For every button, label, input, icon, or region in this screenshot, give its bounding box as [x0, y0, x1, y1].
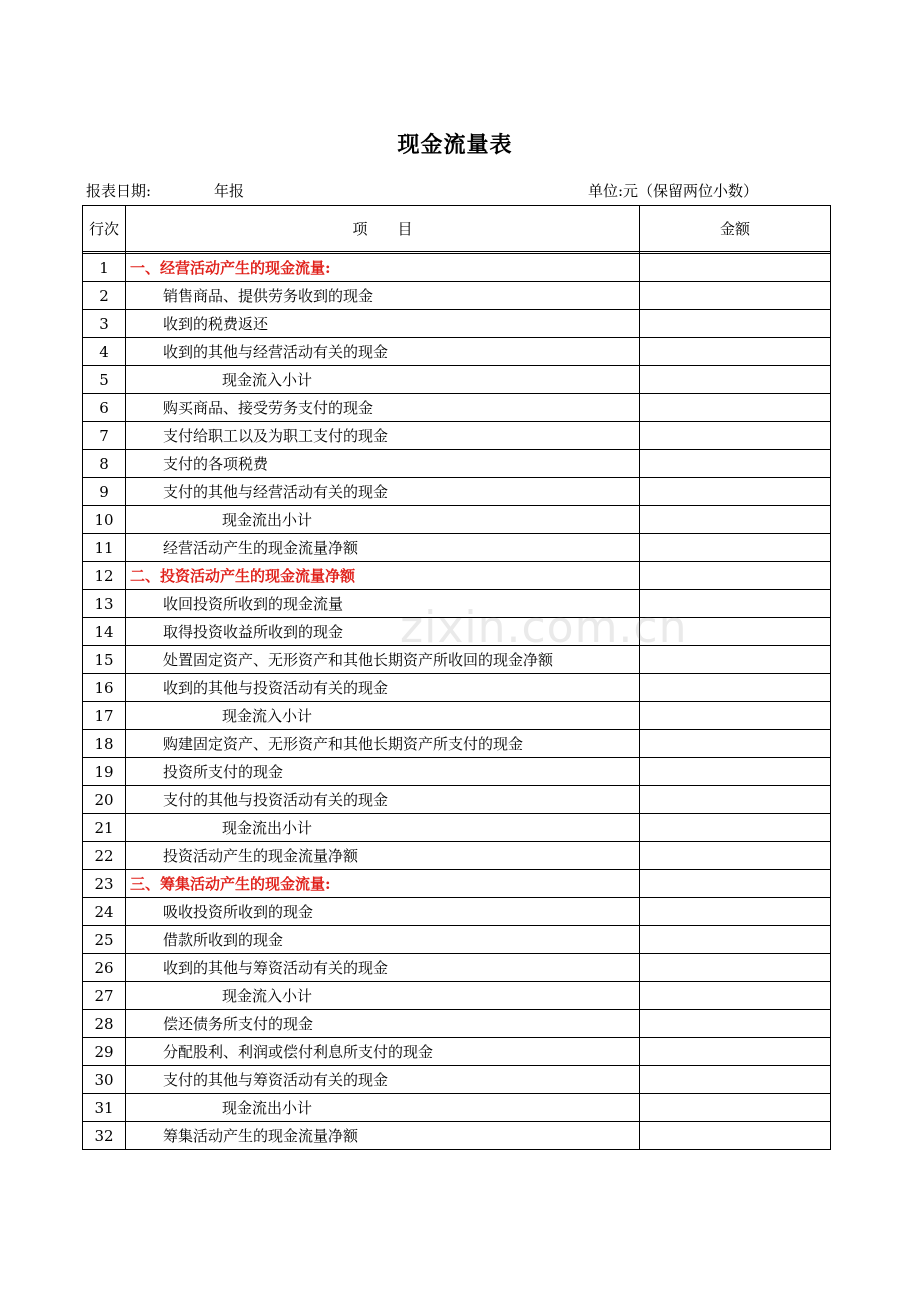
- item-label: 支付的其他与经营活动有关的现金: [126, 478, 640, 506]
- row-number: 3: [83, 310, 126, 338]
- amount-cell[interactable]: [640, 366, 831, 394]
- amount-cell[interactable]: [640, 702, 831, 730]
- table-row: [83, 702, 831, 730]
- row-number: 32: [83, 1122, 126, 1150]
- amount-cell[interactable]: [640, 534, 831, 562]
- table-row: [83, 366, 831, 394]
- item-label: 支付的其他与投资活动有关的现金: [126, 786, 640, 814]
- row-number: 7: [83, 422, 126, 450]
- table-row: [83, 926, 831, 954]
- row-number: 14: [83, 618, 126, 646]
- amount-cell[interactable]: [640, 478, 831, 506]
- table-row: [83, 954, 831, 982]
- row-number: 1: [83, 254, 126, 282]
- row-number: 2: [83, 282, 126, 310]
- row-number: 16: [83, 674, 126, 702]
- table-row: [83, 562, 831, 590]
- item-label: 收回投资所收到的现金流量: [126, 590, 640, 618]
- amount-cell[interactable]: [640, 282, 831, 310]
- amount-cell[interactable]: [640, 1038, 831, 1066]
- row-number: 15: [83, 646, 126, 674]
- subtotal-label: 现金流出小计: [126, 1094, 640, 1122]
- watermark: zixin.com.cn: [400, 602, 688, 653]
- page-title: 现金流量表: [397, 133, 513, 158]
- item-label: 取得投资收益所收到的现金: [126, 618, 640, 646]
- amount-cell[interactable]: [640, 422, 831, 450]
- amount-cell[interactable]: [640, 926, 831, 954]
- row-number: 27: [83, 982, 126, 1010]
- item-label: 收到的其他与经营活动有关的现金: [126, 338, 640, 366]
- table-row: [83, 478, 831, 506]
- item-label: 收到的其他与筹资活动有关的现金: [126, 954, 640, 982]
- amount-cell[interactable]: [640, 450, 831, 478]
- table-row: [83, 1094, 831, 1122]
- amount-cell[interactable]: [640, 954, 831, 982]
- table-row: [83, 282, 831, 310]
- subtotal-label: 现金流入小计: [126, 366, 640, 394]
- row-number: 30: [83, 1066, 126, 1094]
- header-item: 项 目: [126, 206, 640, 252]
- item-label: 购建固定资产、无形资产和其他长期资产所支付的现金: [126, 730, 640, 758]
- unit-label: 单位:元（保留两位小数）: [588, 182, 759, 200]
- amount-cell[interactable]: [640, 730, 831, 758]
- section-heading: 三、筹集活动产生的现金流量:: [126, 870, 640, 898]
- table-row: [83, 870, 831, 898]
- item-label: 经营活动产生的现金流量净额: [126, 534, 640, 562]
- row-number: 12: [83, 562, 126, 590]
- row-number: 21: [83, 814, 126, 842]
- amount-cell[interactable]: [640, 898, 831, 926]
- amount-cell[interactable]: [640, 646, 831, 674]
- amount-cell[interactable]: [640, 814, 831, 842]
- subtotal-label: 现金流出小计: [126, 506, 640, 534]
- table-row: [83, 646, 831, 674]
- amount-cell[interactable]: [640, 618, 831, 646]
- table-row: [83, 534, 831, 562]
- report-date-value: 年报: [214, 182, 245, 200]
- amount-cell[interactable]: [640, 310, 831, 338]
- amount-cell[interactable]: [640, 674, 831, 702]
- row-number: 24: [83, 898, 126, 926]
- table-row: [83, 618, 831, 646]
- item-label: 吸收投资所收到的现金: [126, 898, 640, 926]
- amount-cell[interactable]: [640, 1122, 831, 1150]
- table-row: [83, 1010, 831, 1038]
- row-number: 23: [83, 870, 126, 898]
- amount-cell[interactable]: [640, 394, 831, 422]
- row-number: 25: [83, 926, 126, 954]
- report-date-label: 报表日期:: [86, 182, 152, 200]
- amount-cell[interactable]: [640, 506, 831, 534]
- subtotal-label: 现金流入小计: [126, 702, 640, 730]
- cash-flow-table: [82, 205, 831, 1150]
- amount-cell[interactable]: [640, 590, 831, 618]
- table-row: [83, 338, 831, 366]
- item-label: 收到的其他与投资活动有关的现金: [126, 674, 640, 702]
- amount-cell[interactable]: [640, 1094, 831, 1122]
- row-number: 29: [83, 1038, 126, 1066]
- row-number: 17: [83, 702, 126, 730]
- table-row: [83, 254, 831, 282]
- table-row: [83, 674, 831, 702]
- row-number: 13: [83, 590, 126, 618]
- row-number: 5: [83, 366, 126, 394]
- header-row-no: 行次: [83, 206, 126, 252]
- item-label: 筹集活动产生的现金流量净额: [126, 1122, 640, 1150]
- amount-cell[interactable]: [640, 254, 831, 282]
- amount-cell[interactable]: [640, 786, 831, 814]
- section-heading: 二、投资活动产生的现金流量净额: [126, 562, 640, 590]
- subtotal-label: 现金流出小计: [126, 814, 640, 842]
- row-number: 22: [83, 842, 126, 870]
- table-row: [83, 982, 831, 1010]
- row-number: 28: [83, 1010, 126, 1038]
- item-label: 偿还债务所支付的现金: [126, 1010, 640, 1038]
- table-row: [83, 814, 831, 842]
- table-row: [83, 506, 831, 534]
- row-number: 4: [83, 338, 126, 366]
- subtotal-label: 现金流入小计: [126, 982, 640, 1010]
- header-amount: 金额: [640, 206, 831, 252]
- row-number: 6: [83, 394, 126, 422]
- table-row: [83, 394, 831, 422]
- item-label: 收到的税费返还: [126, 310, 640, 338]
- row-number: 31: [83, 1094, 126, 1122]
- row-number: 11: [83, 534, 126, 562]
- item-label: 销售商品、提供劳务收到的现金: [126, 282, 640, 310]
- table-row: [83, 1122, 831, 1150]
- row-number: 19: [83, 758, 126, 786]
- amount-cell[interactable]: [640, 842, 831, 870]
- row-number: 9: [83, 478, 126, 506]
- item-label: 支付的其他与筹资活动有关的现金: [126, 1066, 640, 1094]
- table-row: [83, 310, 831, 338]
- table-row: [83, 1038, 831, 1066]
- table-row: [83, 730, 831, 758]
- item-label: 投资所支付的现金: [126, 758, 640, 786]
- table-header-row: [83, 206, 831, 252]
- row-number: 10: [83, 506, 126, 534]
- amount-cell[interactable]: [640, 870, 831, 898]
- table-row: [83, 590, 831, 618]
- row-number: 8: [83, 450, 126, 478]
- item-label: 处置固定资产、无形资产和其他长期资产所收回的现金净额: [126, 646, 640, 674]
- amount-cell[interactable]: [640, 982, 831, 1010]
- section-heading: 一、经营活动产生的现金流量:: [126, 254, 640, 282]
- item-label: 支付给职工以及为职工支付的现金: [126, 422, 640, 450]
- table-row: [83, 450, 831, 478]
- amount-cell[interactable]: [640, 1066, 831, 1094]
- table-row: [83, 842, 831, 870]
- item-label: 购买商品、接受劳务支付的现金: [126, 394, 640, 422]
- table-row: [83, 422, 831, 450]
- table-row: [83, 1066, 831, 1094]
- amount-cell[interactable]: [640, 758, 831, 786]
- item-label: 借款所收到的现金: [126, 926, 640, 954]
- amount-cell[interactable]: [640, 1010, 831, 1038]
- table-row: [83, 758, 831, 786]
- item-label: 投资活动产生的现金流量净额: [126, 842, 640, 870]
- amount-cell[interactable]: [640, 562, 831, 590]
- row-number: 20: [83, 786, 126, 814]
- row-number: 26: [83, 954, 126, 982]
- row-number: 18: [83, 730, 126, 758]
- item-label: 支付的各项税费: [126, 450, 640, 478]
- table-row: [83, 786, 831, 814]
- table-row: [83, 898, 831, 926]
- item-label: 分配股利、利润或偿付利息所支付的现金: [126, 1038, 640, 1066]
- amount-cell[interactable]: [640, 338, 831, 366]
